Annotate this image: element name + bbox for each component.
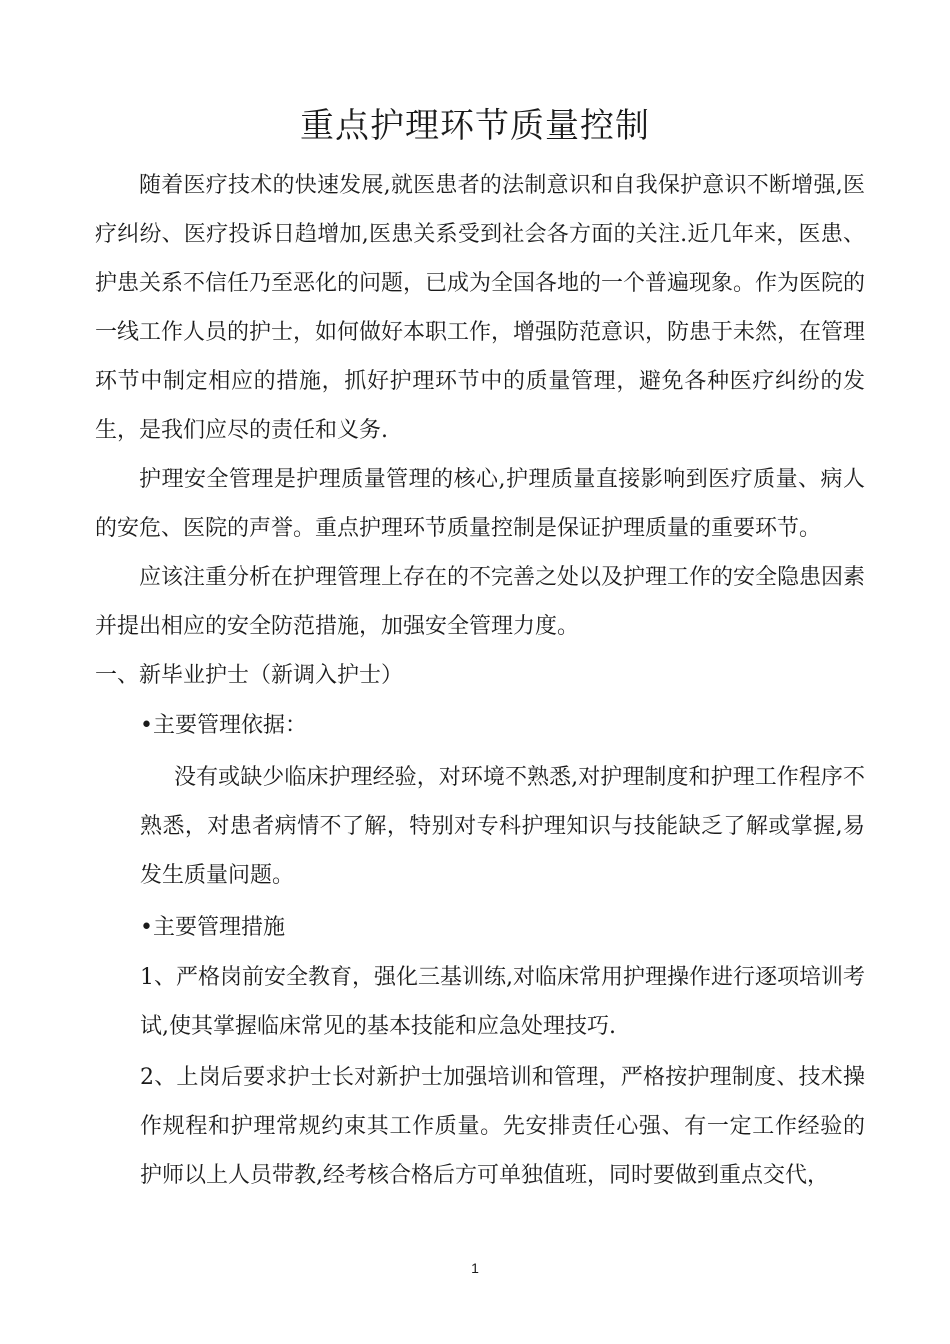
safety-management-paragraph: 护理安全管理是护理质量管理的核心,护理质量直接影响到医疗质量、病人的安危、医院的声誉。重点护理环节质量控制是保证护理质量的重要环节。 (95, 467, 865, 541)
measures-label: •主要管理措施 (140, 915, 285, 940)
section-heading-new-nurses: 一、新毕业护士（新调入护士） (95, 663, 404, 688)
analysis-paragraph: 应该注重分析在护理管理上存在的不完善之处以及护理工作的安全隐患因素并提出相应的安全防范措施，加强安全管理力度。 (95, 565, 866, 639)
measure-item-1: 1、严格岗前安全教育，强化三基训练,对临床常用护理操作进行逐项培训考试,使其掌握临床常见的基本技能和应急处理技巧. (140, 965, 865, 1039)
intro-paragraph: 随着医疗技术的快速发展,就医患者的法制意识和自我保护意识不断增强,医疗纠纷、医疗投诉日趋增加,医患关系受到社会各方面的关注.近几年来，医患、护患关系不信任乃至恶化的问题，已成为全国各地的一个普遍现象。作为医院的一线工作人员的护士，如何做好本职工作，增强防范意识，防患于未然，在管理环节中制定相应的措施，抓好护理环节中的质量管理，避免各种医疗纠纷的发生，是我们应尽的责任和义务. (95, 173, 866, 443)
measure-item-2: 2、上岗后要求护士长对新护士加强培训和管理，严格按护理制度、技术操作规程和护理常规约束其工作质量。先安排责任心强、有一定工作经验的护师以上人员带教,经考核合格后方可单独值班，同时要做到重点交代， (140, 1065, 865, 1188)
basis-text: 没有或缺少临床护理经验，对环境不熟悉,对护理制度和护理工作程序不熟悉，对患者病情不了解，特别对专科护理知识与技能缺乏了解或掌握,易发生质量问题。 (140, 765, 865, 888)
page-number: 1 (471, 1260, 479, 1276)
basis-label: •主要管理依据： (140, 713, 307, 738)
document-title: 重点护理环节质量控制 (300, 106, 650, 146)
